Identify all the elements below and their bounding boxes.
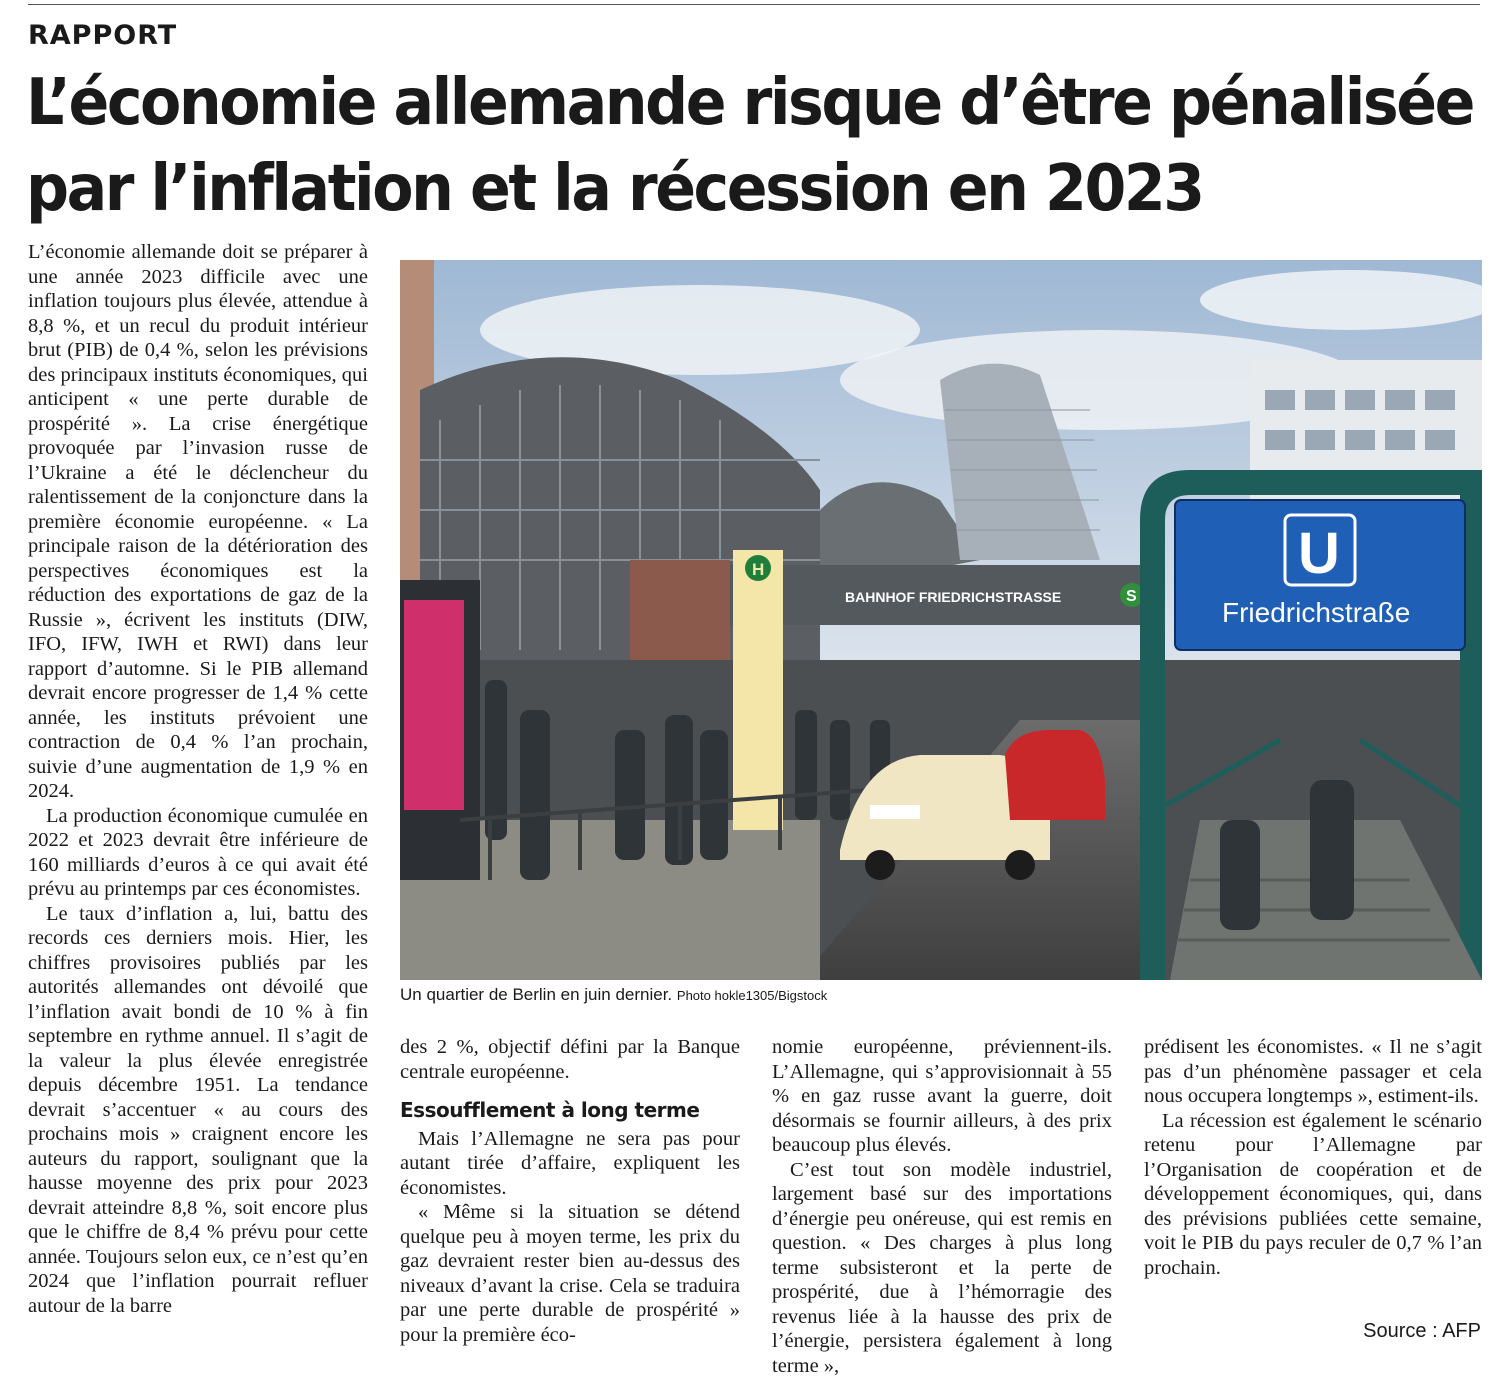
headline-line-1: L’économie allemande risque d’être pénalisée xyxy=(26,66,1473,140)
photo-credit: Photo hokle1305/Bigstock xyxy=(676,988,828,1003)
svg-text:S: S xyxy=(1126,588,1137,605)
photo-caption xyxy=(400,985,827,1005)
article-photo xyxy=(400,260,1482,980)
caption-text: Un quartier de Berlin en juin dernier. xyxy=(400,985,673,1004)
paragraph: nomie européenne, préviennent-ils. L’Allemagne, qui s’approvisionnait à 55 % en gaz russe avant la guerre, doit désormais se fournir ailleurs, à des prix beaucoup plus élevés. xyxy=(772,1036,1112,1156)
paragraph: « Même si la situation se détend quelque peu à moyen terme, les prix du gaz devraient rester bien au-dessus des niveaux d’avant la crise. Cela se traduira par une perte durable de prospérité » pour la première éco- xyxy=(400,1201,740,1346)
paragraph: La récession est également le scénario retenu pour l’Allemagne par l’Organisation de coopération et de développement économiques, qui, dans des prévisions publiées cette semaine, voit le PIB du pays reculer de 0,7 % l’an prochain. xyxy=(1144,1109,1482,1279)
headline xyxy=(26,60,1473,232)
source-credit: Source : AFP xyxy=(1363,1320,1481,1342)
svg-text:Friedrichstraße: Friedrichstraße xyxy=(1222,597,1411,628)
top-rule xyxy=(28,4,1480,5)
paragraph: L’économie allemande doit se préparer à une année 2023 difficile avec une inflation toujours plus élevée, attendue à 8,8 %, et un recul du produit intérieur brut (PIB) de 0,4 %, selon les prévisions des principaux instituts économiques, qui anticipent « une perte durable de prospérité ». La crise énergétique provoquée par l’invasion russe de l’Ukraine a été le déclencheur du ralentissement de la conjoncture dans la première économie européenne. « La principale raison de la détérioration des perspectives économiques est la réduction des exportations de gaz de la Russie », écrivent les instituts (DIW, IFO, IFW, IWH et RWI) dans leur rapport d’automne. Si le PIB allemand devrait encore progresser de 1,4 % cette année, les instituts prévoient une contraction de 0,4 % l’an prochain, suivie d’une augmentation de 1,9 % en 2024. xyxy=(28,241,368,802)
paragraph: prédisent les économistes. « Il ne s’agit pas d’un phénomène passager et cela nous occupera longtemps », estiment-ils. xyxy=(1144,1036,1482,1107)
paragraph: Le taux d’inflation a, lui, battu des records ces derniers mois. Hier, les chiffres provisoires publiés par les autorités allemandes ont dévoilé que l’inflation avait bondi de 10 % à fin septembre en rythme annuel. Il s’agit de la valeur la plus élevée enregistrée depuis décembre 1951. La tendance devrait s’accentuer « au cours des prochains mois » craignent encore les auteurs du rapport, soulignant que la hausse moyenne des prix pour 2023 devrait atteindre 8,8 %, soit encore plus que le chiffre de 8,4 % prévu pour cette année. Toujours selon eux, ce n’est qu’en 2024 que l’inflation pourrait refluer autour de la barre xyxy=(28,902,368,1317)
station-sign-text: BAHNHOF FRIEDRICHSTRASSE xyxy=(845,589,1062,605)
paragraph: C’est tout son modèle industriel, largement basé sur des importations d’énergie peu onéreuse, qui est remis en question. « Des charges à plus long terme subsisteront et la perte de prospérité, due à l’hémorragie des revenus liée à la hausse des prix de l’énergie, persistera également à long terme », xyxy=(772,1158,1112,1377)
column-4 xyxy=(1144,1035,1482,1280)
headline-line-2: par l’inflation et la récession en 2023 xyxy=(26,152,1203,226)
column-3 xyxy=(772,1035,1112,1378)
column-2 xyxy=(400,1035,740,1347)
paragraph: La production économique cumulée en 2022 et 2023 devrait être inférieure de 160 milliards d’euros à ce qui avait été prévu au printemps par ces économistes. xyxy=(28,804,368,900)
svg-text:H: H xyxy=(752,560,765,579)
subheading: Essoufflement à long terme xyxy=(400,1098,700,1122)
paragraph: des 2 %, objectif défini par la Banque centrale européenne. xyxy=(400,1036,740,1083)
paragraph: Mais l’Allemagne ne sera pas pour autant tirée d’affaire, expliquent les économistes. xyxy=(400,1127,740,1199)
column-1 xyxy=(28,240,368,1318)
svg-text:U: U xyxy=(1298,521,1340,586)
section-kicker: RAPPORT xyxy=(28,20,178,51)
